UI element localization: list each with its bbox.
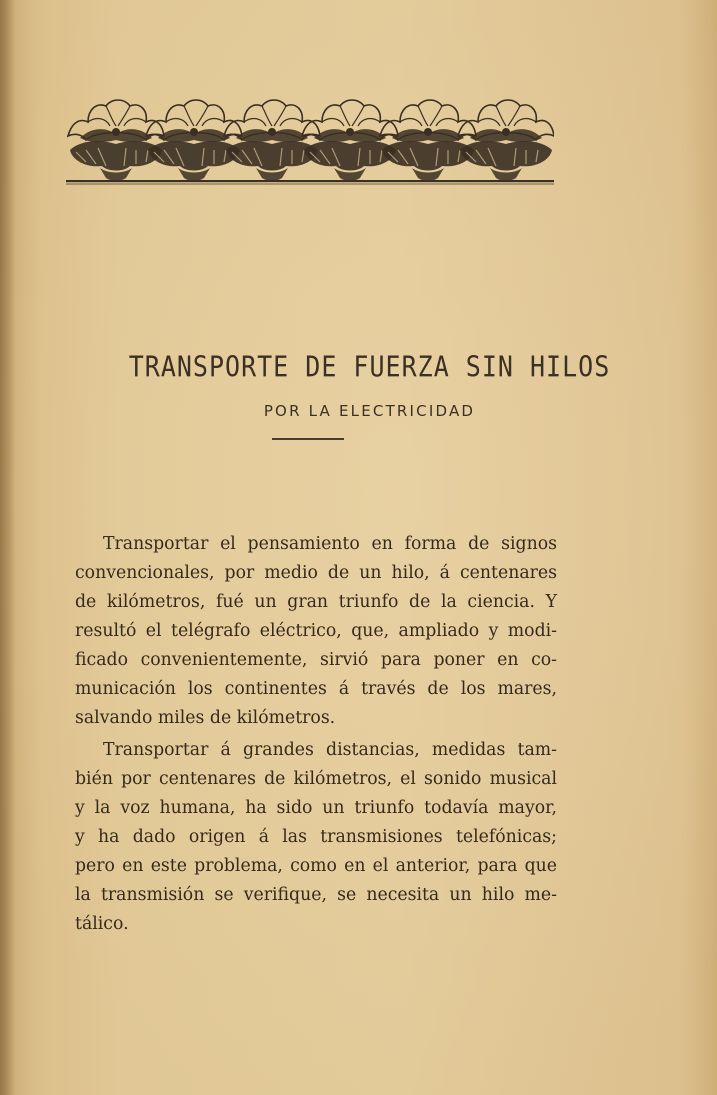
- body-text: [75, 530, 557, 939]
- text-line: y la voz humana, ha sido un triunfo todavía mayor,: [75, 798, 557, 818]
- text-line: Transportar á grandes distancias, medidas tam-: [103, 740, 557, 760]
- paragraph-2: [75, 736, 557, 939]
- text-line: bién por centenares de kilómetros, el sonido musical: [75, 769, 557, 789]
- text-line: salvando miles de kilómetros.: [75, 708, 336, 728]
- text-line: convencionales, por medio de un hilo, á centenares: [75, 563, 557, 583]
- text-line: municación los continentes á través de los mares,: [75, 679, 557, 699]
- text-line: y ha dado origen á las transmisiones telefónicas;: [75, 827, 557, 847]
- paragraph-1: [75, 530, 557, 733]
- text-line: resultó el telégrafo eléctrico, que, ampliado y modi-: [75, 621, 557, 641]
- text-line: tálico.: [75, 914, 129, 934]
- chapter-subtitle: POR LA ELECTRICIDAD: [263, 402, 476, 420]
- text-line: pero en este problema, como en el anterior, para que: [75, 856, 557, 876]
- text-line: la transmisión se verifique, se necesita un hilo me-: [75, 885, 557, 905]
- text-line: de kilómetros, fué un gran triunfo de la ciencia. Y: [75, 592, 557, 612]
- chapter-title: TRANSPORTE DE FUERZA SIN HILOS: [128, 349, 611, 384]
- title-divider: [272, 438, 344, 440]
- floral-ornament-header: [66, 92, 554, 186]
- text-line: ficado convenientemente, sirvió para poner en co-: [75, 650, 557, 670]
- text-line: Transportar el pensamiento en forma de signos: [103, 534, 557, 554]
